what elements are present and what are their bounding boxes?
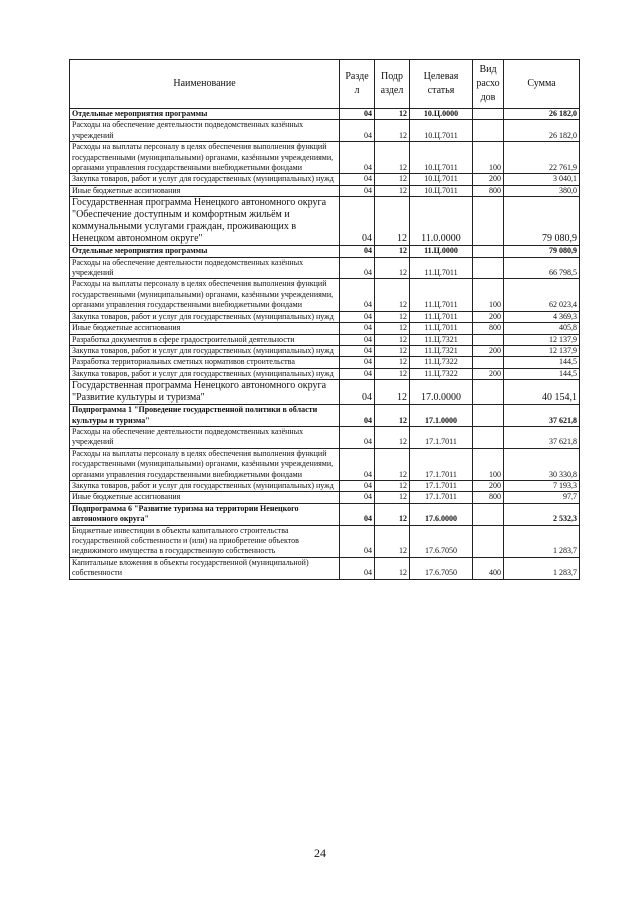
- cell-podrazdel: 12: [375, 174, 410, 185]
- cell-summa: 22 761,9: [504, 142, 580, 174]
- cell-podrazdel: 12: [375, 525, 410, 557]
- cell-podrazdel: 12: [375, 109, 410, 120]
- cell-razdel: 04: [340, 480, 375, 491]
- table-row: [70, 311, 580, 322]
- header-razdel: Разде л: [340, 60, 375, 109]
- table-row: [70, 503, 580, 525]
- cell-podrazdel: 12: [375, 405, 410, 427]
- cell-vid-raskhodov: 100: [473, 448, 504, 480]
- cell-name: Иные бюджетные ассигнования: [70, 323, 340, 334]
- cell-vid-raskhodov: [473, 334, 504, 345]
- table-row: [70, 197, 580, 246]
- table-row: [70, 279, 580, 311]
- cell-celevaya-statya: 11.Ц.7011: [410, 323, 473, 334]
- cell-razdel: 04: [340, 380, 375, 405]
- cell-summa: 40 154,1: [504, 380, 580, 405]
- cell-name: Капитальные вложения в объекты государственной (муниципальной) собственности: [70, 557, 340, 579]
- table-row: [70, 357, 580, 368]
- cell-summa: 1 283,7: [504, 557, 580, 579]
- table-row: [70, 174, 580, 185]
- cell-celevaya-statya: 11.Ц.7321: [410, 334, 473, 345]
- cell-podrazdel: 12: [375, 448, 410, 480]
- page-number: 24: [314, 846, 326, 860]
- table-row: [70, 109, 580, 120]
- cell-vid-raskhodov: 800: [473, 492, 504, 503]
- cell-podrazdel: 12: [375, 257, 410, 279]
- cell-summa: 3 040,1: [504, 174, 580, 185]
- table-row: [70, 557, 580, 579]
- cell-summa: 12 137,9: [504, 345, 580, 356]
- cell-name: Отдельные мероприятия программы: [70, 109, 340, 120]
- cell-vid-raskhodov: [473, 525, 504, 557]
- cell-podrazdel: 12: [375, 311, 410, 322]
- table-row: [70, 345, 580, 356]
- cell-vid-raskhodov: [473, 246, 504, 257]
- cell-podrazdel: 12: [375, 185, 410, 196]
- cell-name: Расходы на обеспечение деятельности подведомственных казённых учреждений: [70, 257, 340, 279]
- cell-celevaya-statya: 10.Ц.7011: [410, 174, 473, 185]
- cell-celevaya-statya: 17.6.7050: [410, 557, 473, 579]
- cell-razdel: 04: [340, 246, 375, 257]
- cell-name: Расходы на обеспечение деятельности подведомственных казённых учреждений: [70, 120, 340, 142]
- cell-podrazdel: 12: [375, 246, 410, 257]
- cell-vid-raskhodov: 200: [473, 311, 504, 322]
- table-row: [70, 480, 580, 491]
- cell-razdel: 04: [340, 405, 375, 427]
- cell-summa: 97,7: [504, 492, 580, 503]
- cell-vid-raskhodov: 200: [473, 345, 504, 356]
- cell-name: Расходы на обеспечение деятельности подведомственных казённых учреждений: [70, 426, 340, 448]
- header-celevaya-statya: Целевая статья: [410, 60, 473, 109]
- cell-podrazdel: 12: [375, 197, 410, 246]
- cell-summa: 79 080,9: [504, 197, 580, 246]
- cell-podrazdel: 12: [375, 426, 410, 448]
- cell-razdel: 04: [340, 185, 375, 196]
- cell-podrazdel: 12: [375, 323, 410, 334]
- cell-name: Расходы на выплаты персоналу в целях обеспечения выполнения функций государственными (муниципальными) органами, казёнными учреждениями, органами управления государственными внебюджетными фондами: [70, 448, 340, 480]
- cell-summa: 2 532,3: [504, 503, 580, 525]
- cell-summa: 26 182,0: [504, 109, 580, 120]
- cell-vid-raskhodov: 200: [473, 480, 504, 491]
- cell-celevaya-statya: 17.6.0000: [410, 503, 473, 525]
- cell-celevaya-statya: 11.Ц.7011: [410, 257, 473, 279]
- cell-name: Государственная программа Ненецкого автономного округа "Обеспечение доступным и комфортным жильём и коммунальными услугами граждан, проживающих в Ненецком автономном округе": [70, 197, 340, 246]
- cell-podrazdel: 12: [375, 345, 410, 356]
- cell-vid-raskhodov: [473, 405, 504, 427]
- cell-razdel: 04: [340, 557, 375, 579]
- cell-podrazdel: 12: [375, 357, 410, 368]
- cell-summa: 4 369,3: [504, 311, 580, 322]
- cell-summa: 1 283,7: [504, 525, 580, 557]
- table-row: [70, 380, 580, 405]
- cell-razdel: 04: [340, 345, 375, 356]
- cell-razdel: 04: [340, 323, 375, 334]
- cell-celevaya-statya: 17.1.0000: [410, 405, 473, 427]
- table-row: [70, 448, 580, 480]
- cell-name: Иные бюджетные ассигнования: [70, 185, 340, 196]
- budget-table: [69, 59, 580, 580]
- table-row: [70, 257, 580, 279]
- table-row: [70, 426, 580, 448]
- cell-podrazdel: 12: [375, 279, 410, 311]
- cell-razdel: 04: [340, 492, 375, 503]
- cell-razdel: 04: [340, 174, 375, 185]
- table-row: [70, 185, 580, 196]
- table-row: [70, 334, 580, 345]
- cell-podrazdel: 12: [375, 503, 410, 525]
- cell-razdel: 04: [340, 279, 375, 311]
- cell-name: Бюджетные инвестиции в объекты капитального строительства государственной собственности и (или) на приобретение объектов недвижимого имущества в государственную собственность: [70, 525, 340, 557]
- cell-razdel: 04: [340, 448, 375, 480]
- cell-name: Подпрограмма 1 "Проведение государственной политики в области культуры и туризма": [70, 405, 340, 427]
- cell-celevaya-statya: 17.1.7011: [410, 492, 473, 503]
- cell-celevaya-statya: 17.1.7011: [410, 480, 473, 491]
- cell-summa: 144,5: [504, 368, 580, 379]
- cell-razdel: 04: [340, 109, 375, 120]
- cell-celevaya-statya: 17.1.7011: [410, 426, 473, 448]
- cell-vid-raskhodov: [473, 109, 504, 120]
- cell-summa: 37 621,8: [504, 405, 580, 427]
- cell-celevaya-statya: 11.Ц.7011: [410, 279, 473, 311]
- cell-vid-raskhodov: [473, 120, 504, 142]
- cell-vid-raskhodov: [473, 380, 504, 405]
- cell-vid-raskhodov: 800: [473, 323, 504, 334]
- cell-celevaya-statya: 11.Ц.7011: [410, 311, 473, 322]
- cell-podrazdel: 12: [375, 120, 410, 142]
- cell-razdel: 04: [340, 525, 375, 557]
- cell-summa: 380,0: [504, 185, 580, 196]
- cell-summa: 144,5: [504, 357, 580, 368]
- cell-razdel: 04: [340, 257, 375, 279]
- cell-razdel: 04: [340, 357, 375, 368]
- cell-summa: 37 621,8: [504, 426, 580, 448]
- cell-celevaya-statya: 11.0.0000: [410, 197, 473, 246]
- cell-name: Разработка территориальных сметных нормативов строительства: [70, 357, 340, 368]
- cell-vid-raskhodov: [473, 426, 504, 448]
- cell-razdel: 04: [340, 197, 375, 246]
- cell-vid-raskhodov: 200: [473, 174, 504, 185]
- cell-summa: 7 193,3: [504, 480, 580, 491]
- cell-celevaya-statya: 10.Ц.7011: [410, 185, 473, 196]
- cell-name: Иные бюджетные ассигнования: [70, 492, 340, 503]
- cell-podrazdel: 12: [375, 480, 410, 491]
- cell-name: Отдельные мероприятия программы: [70, 246, 340, 257]
- cell-summa: 12 137,9: [504, 334, 580, 345]
- header-summa: Сумма: [504, 60, 580, 109]
- cell-vid-raskhodov: 400: [473, 557, 504, 579]
- table-row: [70, 323, 580, 334]
- cell-celevaya-statya: 10.Ц.7011: [410, 120, 473, 142]
- table-row: [70, 120, 580, 142]
- cell-podrazdel: 12: [375, 142, 410, 174]
- cell-name: Расходы на выплаты персоналу в целях обеспечения выполнения функций государственными (муниципальными) органами, казёнными учреждениями, органами управления государственными внебюджетными фондами: [70, 279, 340, 311]
- header-vid-raskhodov: Вид расхо дов: [473, 60, 504, 109]
- cell-podrazdel: 12: [375, 492, 410, 503]
- cell-name: Закупка товаров, работ и услуг для государственных (муниципальных) нужд: [70, 480, 340, 491]
- cell-razdel: 04: [340, 503, 375, 525]
- cell-razdel: 04: [340, 142, 375, 174]
- cell-celevaya-statya: 11.Ц.7322: [410, 357, 473, 368]
- cell-vid-raskhodov: 800: [473, 185, 504, 196]
- table-row: [70, 492, 580, 503]
- table-row: [70, 246, 580, 257]
- cell-name: Закупка товаров, работ и услуг для государственных (муниципальных) нужд: [70, 368, 340, 379]
- table-row: [70, 405, 580, 427]
- cell-podrazdel: 12: [375, 368, 410, 379]
- cell-name: Закупка товаров, работ и услуг для государственных (муниципальных) нужд: [70, 174, 340, 185]
- cell-summa: 79 080,9: [504, 246, 580, 257]
- header-name: Наименование: [70, 60, 340, 109]
- cell-celevaya-statya: 11.Ц.7322: [410, 368, 473, 379]
- cell-summa: 62 023,4: [504, 279, 580, 311]
- cell-vid-raskhodov: [473, 197, 504, 246]
- cell-name: Подпрограмма 6 "Развитие туризма на территории Ненецкого автономного округа": [70, 503, 340, 525]
- cell-celevaya-statya: 17.0.0000: [410, 380, 473, 405]
- cell-celevaya-statya: 10.Ц.7011: [410, 142, 473, 174]
- cell-summa: 66 798,5: [504, 257, 580, 279]
- cell-name: Государственная программа Ненецкого автономного округа "Развитие культуры и туризма": [70, 380, 340, 405]
- cell-celevaya-statya: 11.Ц.7321: [410, 345, 473, 356]
- cell-razdel: 04: [340, 426, 375, 448]
- cell-summa: 405,8: [504, 323, 580, 334]
- cell-podrazdel: 12: [375, 557, 410, 579]
- cell-vid-raskhodov: 100: [473, 279, 504, 311]
- cell-razdel: 04: [340, 120, 375, 142]
- table-row: [70, 525, 580, 557]
- cell-name: Разработка документов в сфере градостроительной деятельности: [70, 334, 340, 345]
- cell-celevaya-statya: 10.Ц.0000: [410, 109, 473, 120]
- cell-name: Расходы на выплаты персоналу в целях обеспечения выполнения функций государственными (муниципальными) органами, казёнными учреждениями, органами управления государственными внебюджетными фондами: [70, 142, 340, 174]
- cell-celevaya-statya: 11.Ц.0000: [410, 246, 473, 257]
- table-row: [70, 142, 580, 174]
- cell-celevaya-statya: 17.1.7011: [410, 448, 473, 480]
- cell-vid-raskhodov: 200: [473, 368, 504, 379]
- cell-razdel: 04: [340, 368, 375, 379]
- table-row: [70, 368, 580, 379]
- cell-razdel: 04: [340, 334, 375, 345]
- cell-podrazdel: 12: [375, 334, 410, 345]
- cell-summa: 30 330,8: [504, 448, 580, 480]
- cell-vid-raskhodov: [473, 257, 504, 279]
- cell-summa: 26 182,0: [504, 120, 580, 142]
- cell-celevaya-statya: 17.6.7050: [410, 525, 473, 557]
- header-podrazdel: Подр аздел: [375, 60, 410, 109]
- cell-vid-raskhodov: [473, 357, 504, 368]
- cell-vid-raskhodov: [473, 503, 504, 525]
- table-header-row: [70, 60, 580, 109]
- cell-vid-raskhodov: 100: [473, 142, 504, 174]
- cell-name: Закупка товаров, работ и услуг для государственных (муниципальных) нужд: [70, 345, 340, 356]
- cell-name: Закупка товаров, работ и услуг для государственных (муниципальных) нужд: [70, 311, 340, 322]
- cell-razdel: 04: [340, 311, 375, 322]
- cell-podrazdel: 12: [375, 380, 410, 405]
- table-body: [70, 109, 580, 580]
